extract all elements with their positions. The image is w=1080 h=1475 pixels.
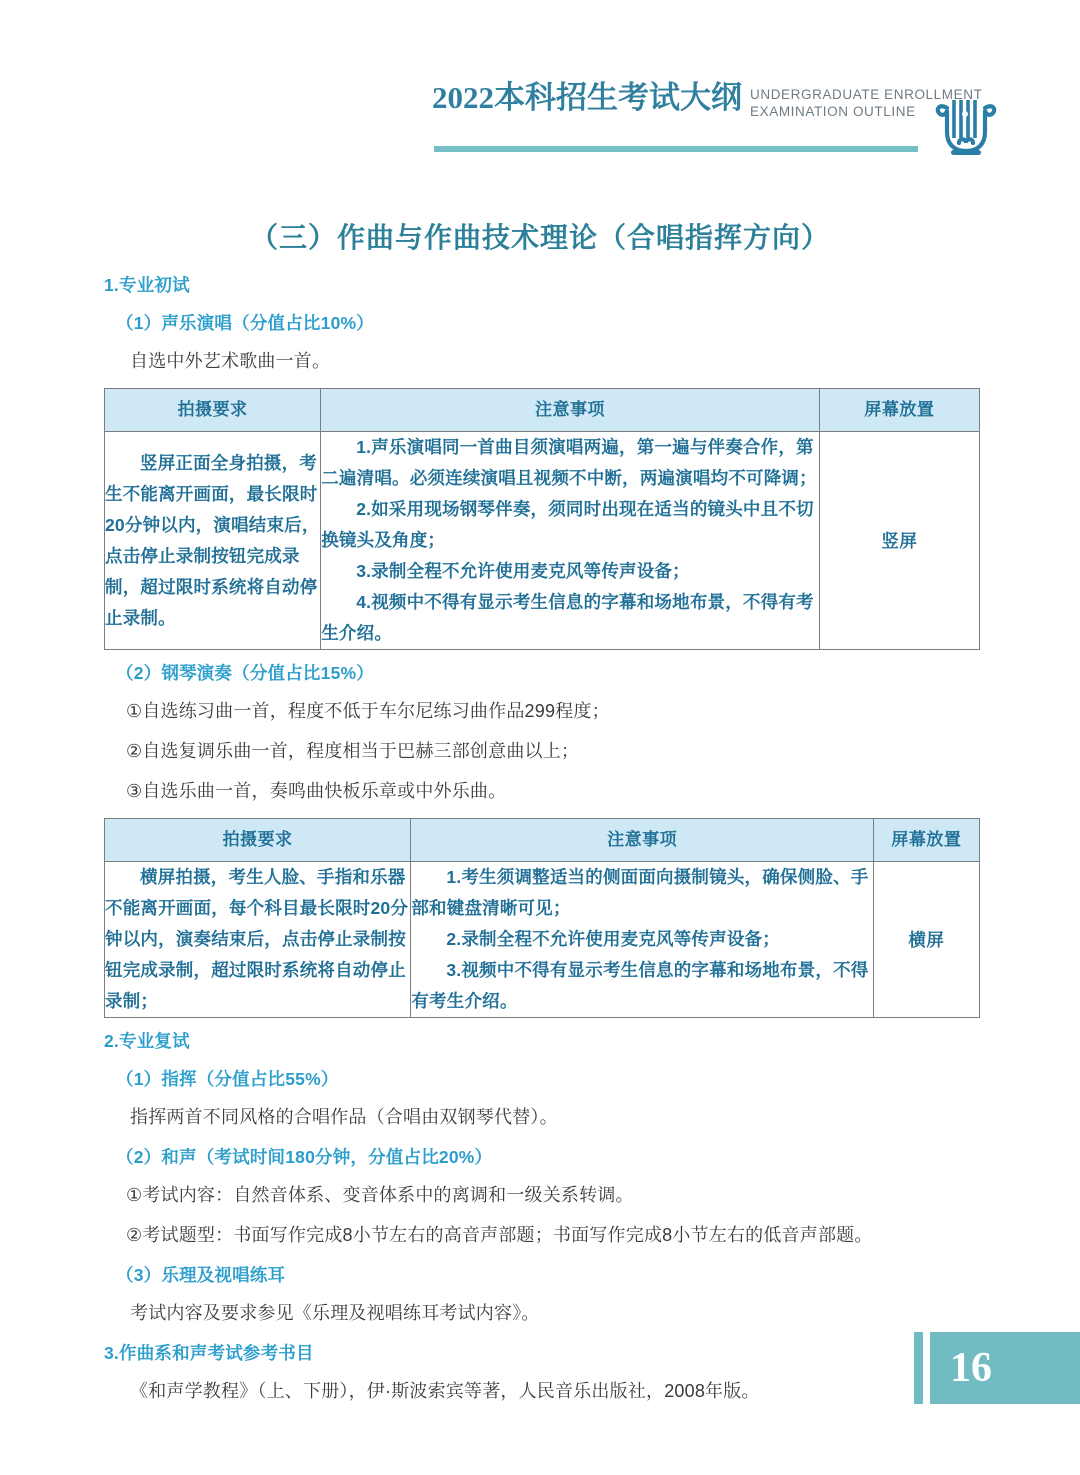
table-vocal-requirements [104, 388, 980, 650]
table2-cell-shooting-requirement [105, 862, 411, 1018]
page-number-value: 16 [930, 1332, 1080, 1404]
table1-note-3: 3.录制全程不允许使用麦克风等传声设备； [356, 561, 690, 581]
header-title-english-line2: EXAMINATION OUTLINE [750, 104, 916, 119]
table1-cell-shooting-requirement [105, 432, 321, 650]
table2-header-shooting: 拍摄要求 [105, 819, 411, 862]
table1-note-1: 1.声乐演唱同一首曲目须演唱两遍，第一遍与伴奏合作，第二遍清唱。必须连续演唱且视频不中断，两遍演唱均不可降调； [321, 437, 817, 488]
page-number-gap [923, 1332, 930, 1404]
paragraph-conducting-description: 指挥两首不同风格的合唱作品（合唱由双钢琴代替）。 [130, 1107, 558, 1127]
table1-shooting-text: 竖屏正面全身拍摄，考生不能离开画面，最长限时20分钟以内，演唱结束后，点击停止录制按钮完成录制，超过限时系统将自动停止录制。 [105, 452, 320, 628]
table2-note-3: 3.视频中不得有显示考生信息的字幕和场地布景，不得有考生介绍。 [411, 960, 869, 1011]
header-divider-rule [434, 146, 918, 152]
table-piano-requirements [104, 818, 980, 1018]
paragraph-theory-description: 考试内容及要求参见《乐理及视唱练耳考试内容》。 [130, 1303, 540, 1323]
table-row [105, 862, 980, 1018]
heading-preliminary-exam: 1.专业初试 [104, 275, 190, 295]
paragraph-piano-item-3: ③自选乐曲一首，奏鸣曲快板乐章或中外乐曲。 [126, 781, 507, 801]
table2-header-screen: 屏幕放置 [873, 819, 979, 862]
document-content [104, 272, 980, 1418]
heading-vocal-performance: （1）声乐演唱（分值占比10%） [116, 313, 374, 333]
heading-harmony: （2）和声（考试时间180分钟，分值占比20%） [116, 1147, 493, 1167]
heading-conducting: （1）指挥（分值占比55%） [116, 1069, 339, 1089]
table1-cell-screen-orientation: 竖屏 [819, 432, 979, 650]
paragraph-reference-books: 《和声学教程》（上、下册），伊·斯波索宾等著，人民音乐出版社，2008年版。 [130, 1381, 760, 1401]
paragraph-harmony-item-2: ②考试题型：书面写作完成8小节左右的高音声部题；书面写作完成8小节左右的低音声部题。 [126, 1225, 873, 1245]
table2-header-notes: 注意事项 [411, 819, 874, 862]
heading-music-theory: （3）乐理及视唱练耳 [116, 1265, 286, 1285]
table2-note-1: 1.考生须调整适当的侧面面向摄制镜头，确保侧脸、手部和键盘清晰可见； [411, 867, 869, 918]
paragraph-piano-item-2: ②自选复调乐曲一首，程度相当于巴赫三部创意曲以上； [126, 741, 580, 761]
heading-reference-books: 3.作曲系和声考试参考书目 [104, 1343, 314, 1363]
lyre-logo-icon [929, 86, 1003, 160]
paragraph-vocal-description: 自选中外艺术歌曲一首。 [130, 351, 331, 371]
page-number-accent-bar [914, 1332, 923, 1404]
page-header [0, 78, 1080, 168]
heading-piano-performance: （2）钢琴演奏（分值占比15%） [116, 663, 374, 683]
table1-note-2: 2.如采用现场钢琴伴奏，须同时出现在适当的镜头中且不切换镜头及角度； [321, 499, 814, 550]
header-title-english-line1: UNDERGRADUATE ENROLLMENT [750, 87, 983, 102]
paragraph-piano-item-1: ①自选练习曲一首，程度不低于车尔尼练习曲作品299程度； [126, 701, 610, 721]
table2-cell-notes [411, 862, 874, 1018]
section-title: （三）作曲与作曲技术理论（合唱指挥方向） [249, 222, 830, 253]
table-header-row [105, 389, 980, 432]
table2-shooting-text: 横屏拍摄，考生人脸、手指和乐器不能离开画面，每个科目最长限时20分钟以内，演奏结束后，点击停止录制按钮完成录制，超过限时系统将自动停止录制； [105, 867, 409, 1011]
table1-note-4: 4.视频中不得有显示考生信息的字幕和场地布景，不得有考生介绍。 [321, 592, 814, 643]
table1-header-screen: 屏幕放置 [819, 389, 979, 432]
table1-cell-notes [321, 432, 820, 650]
header-title-group [432, 78, 983, 120]
table1-header-notes: 注意事项 [321, 389, 820, 432]
paragraph-harmony-item-1: ①考试内容：自然音体系、变音体系中的离调和一级关系转调。 [126, 1185, 634, 1205]
page-number-footer [914, 1332, 1080, 1404]
table2-note-2: 2.录制全程不允许使用麦克风等传声设备； [446, 929, 780, 949]
table2-cell-screen-orientation: 横屏 [873, 862, 979, 1018]
header-title-chinese: 2022本科招生考试大纲 [432, 80, 742, 115]
heading-retest: 2.专业复试 [104, 1031, 190, 1051]
table-header-row [105, 819, 980, 862]
table1-header-shooting: 拍摄要求 [105, 389, 321, 432]
table-row [105, 432, 980, 650]
